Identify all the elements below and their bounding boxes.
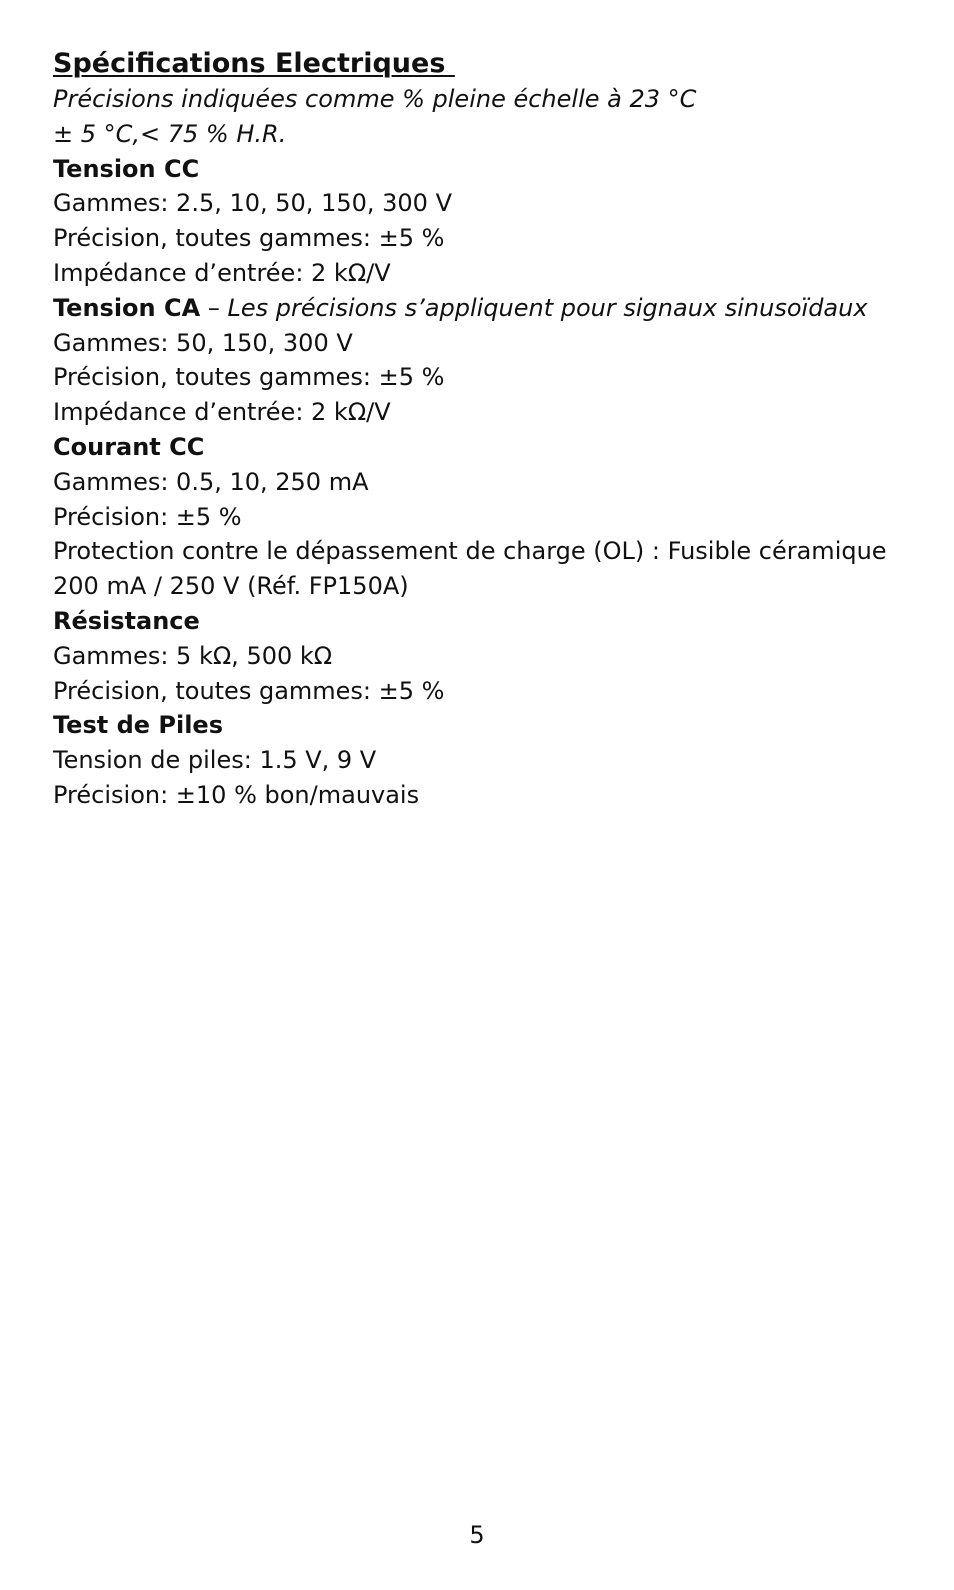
section-title: Spécifications Electriques [53, 48, 455, 79]
tension-ca-ranges: Gammes: 50, 150, 300 V [53, 328, 353, 357]
courant-cc-protection-1: Protection contre le dépassement de charge (OL) : Fusible céramique [53, 537, 887, 566]
tension-ca-impedance: Impédance d’entrée: 2 kΩ/V [53, 398, 391, 427]
courant-cc-accuracy: Précision: ±5 % [53, 502, 242, 531]
courant-cc-ranges: Gammes: 0.5, 10, 250 mA [53, 467, 369, 496]
resistance-heading: Résistance [53, 606, 200, 635]
tension-ca-note: Les précisions s’appliquent pour signaux sinusoïdaux [227, 293, 868, 322]
tension-ca-separator: – [200, 293, 228, 322]
tension-cc-ranges: Gammes: 2.5, 10, 50, 150, 300 V [53, 189, 452, 218]
intro-line-1: Précisions indiquées comme % pleine échelle à 23 °C [53, 85, 697, 113]
battery-test-heading: Test de Piles [53, 711, 223, 740]
tension-ca-accuracy: Précision, toutes gammes: ±5 % [53, 363, 445, 392]
battery-test-accuracy: Précision: ±10 % bon/mauvais [53, 780, 420, 809]
resistance-ranges: Gammes: 5 kΩ, 500 kΩ [53, 641, 333, 670]
intro-line-2: ± 5 °C,< 75 % H.R. [53, 119, 287, 148]
battery-test-voltages: Tension de piles: 1.5 V, 9 V [53, 746, 377, 775]
courant-cc-protection-2: 200 mA / 250 V (Réf. FP150A) [53, 572, 409, 601]
tension-ca-heading-line [53, 291, 933, 326]
tension-cc-impedance: Impédance d’entrée: 2 kΩ/V [53, 258, 391, 287]
tension-cc-heading: Tension CC [53, 154, 200, 183]
page-number: 5 [469, 1521, 485, 1549]
tension-ca-heading: Tension CA [53, 293, 201, 322]
document-page [53, 46, 933, 813]
resistance-accuracy: Précision, toutes gammes: ±5 % [53, 676, 445, 705]
courant-cc-heading: Courant CC [53, 432, 205, 461]
tension-cc-accuracy: Précision, toutes gammes: ±5 % [53, 224, 445, 253]
